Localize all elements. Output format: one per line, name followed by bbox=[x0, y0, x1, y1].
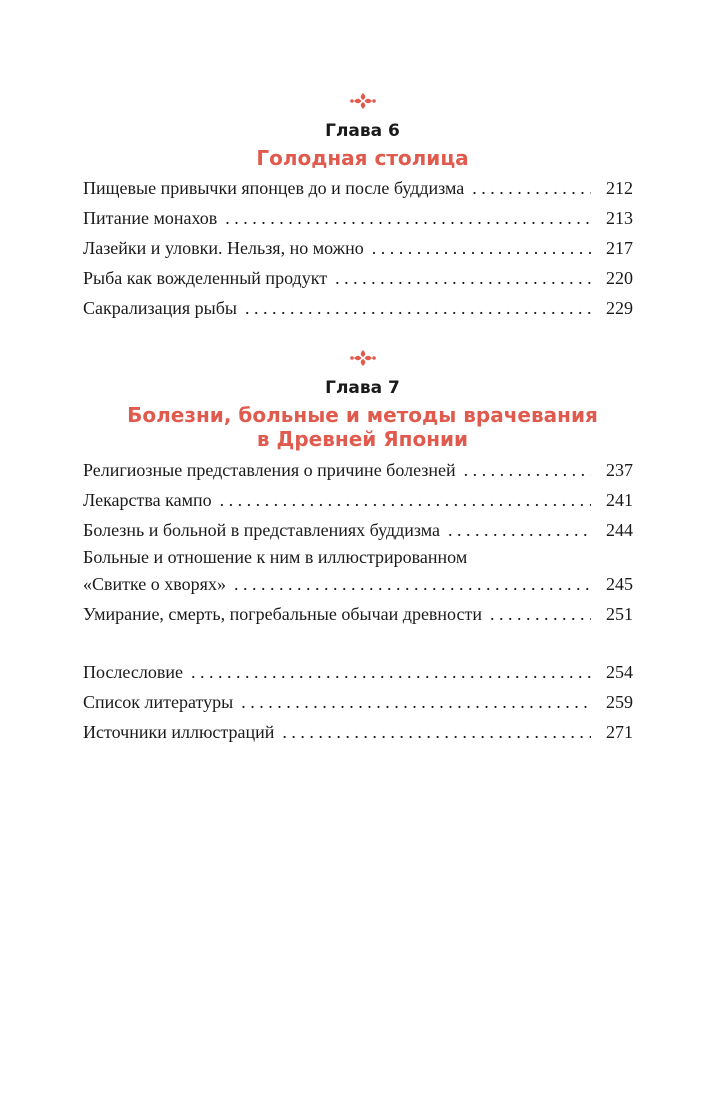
dot-leader bbox=[448, 515, 591, 545]
toc-entry[interactable] bbox=[83, 263, 633, 293]
entry-page: 213 bbox=[606, 208, 633, 228]
toc-entry[interactable] bbox=[83, 203, 633, 233]
entry-title: Питание монахов bbox=[83, 208, 218, 228]
back-matter-entries bbox=[83, 657, 633, 747]
entry-page: 220 bbox=[606, 268, 633, 288]
dot-leader bbox=[234, 569, 591, 599]
toc-entry[interactable] bbox=[83, 293, 633, 323]
toc-entry[interactable] bbox=[83, 545, 633, 599]
entry-page: 245 bbox=[606, 574, 633, 594]
entry-title: Источники иллюстраций bbox=[83, 722, 275, 742]
entry-title-continued: «Свитке о хворях» bbox=[83, 574, 226, 594]
chapter-7-heading bbox=[0, 349, 725, 451]
chapter-title: Болезни, больные и методы врачевания bbox=[127, 403, 598, 427]
entry-title: Рыба как вожделенный продукт bbox=[83, 268, 328, 288]
chapter-label: Глава 6 bbox=[325, 121, 400, 141]
chapter-6-entries bbox=[83, 173, 633, 323]
dot-leader bbox=[225, 203, 591, 233]
entry-page: 251 bbox=[606, 604, 633, 624]
entry-page: 271 bbox=[606, 722, 633, 742]
dot-leader bbox=[472, 173, 591, 203]
entry-page: 217 bbox=[606, 238, 633, 258]
dot-leader bbox=[490, 599, 591, 629]
dot-leader bbox=[220, 485, 591, 515]
entry-page: 237 bbox=[606, 460, 633, 480]
quatrefoil-ornament-icon bbox=[349, 92, 377, 110]
dot-leader bbox=[372, 233, 591, 263]
entry-page: 244 bbox=[606, 520, 633, 540]
entry-title: Религиозные представления о причине болезней bbox=[83, 460, 456, 480]
toc-entry[interactable] bbox=[83, 717, 633, 747]
toc-entry[interactable] bbox=[83, 687, 633, 717]
dot-leader bbox=[191, 657, 591, 687]
chapter-6-heading bbox=[0, 92, 725, 170]
toc-entry[interactable] bbox=[83, 599, 633, 629]
entry-page: 254 bbox=[606, 662, 633, 682]
toc-entry[interactable] bbox=[83, 657, 633, 687]
toc-entry[interactable] bbox=[83, 515, 633, 545]
chapter-label: Глава 7 bbox=[325, 378, 400, 398]
entry-title: Лекарства кампо bbox=[83, 490, 212, 510]
entry-page: 212 bbox=[606, 178, 633, 198]
entry-title: Лазейки и уловки. Нельзя, но можно bbox=[83, 238, 364, 258]
dot-leader bbox=[335, 263, 591, 293]
entry-title: Сакрализация рыбы bbox=[83, 298, 237, 318]
dot-leader bbox=[464, 455, 591, 485]
toc-entry[interactable] bbox=[83, 233, 633, 263]
entry-title: Умирание, смерть, погребальные обычаи древности bbox=[83, 604, 482, 624]
entry-page: 229 bbox=[606, 298, 633, 318]
toc-entry[interactable] bbox=[83, 455, 633, 485]
entry-page: 241 bbox=[606, 490, 633, 510]
chapter-7-entries bbox=[83, 455, 633, 629]
chapter-title-line2: в Древней Японии bbox=[256, 427, 469, 451]
dot-leader bbox=[241, 687, 591, 717]
entry-title: Больные и отношение к ним в иллюстрированном bbox=[83, 547, 468, 567]
dot-leader bbox=[282, 717, 591, 747]
dot-leader bbox=[245, 293, 591, 323]
toc-entry[interactable] bbox=[83, 485, 633, 515]
chapter-title: Голодная столица bbox=[256, 146, 469, 170]
toc-entry[interactable] bbox=[83, 173, 633, 203]
entry-title: Болезнь и больной в представлениях буддизма bbox=[83, 520, 441, 540]
entry-page: 259 bbox=[606, 692, 633, 712]
entry-title: Послесловие bbox=[83, 662, 183, 682]
entry-title: Пищевые привычки японцев до и после буддизма bbox=[83, 178, 465, 198]
quatrefoil-ornament-icon bbox=[349, 349, 377, 367]
entry-title: Список литературы bbox=[83, 692, 234, 712]
